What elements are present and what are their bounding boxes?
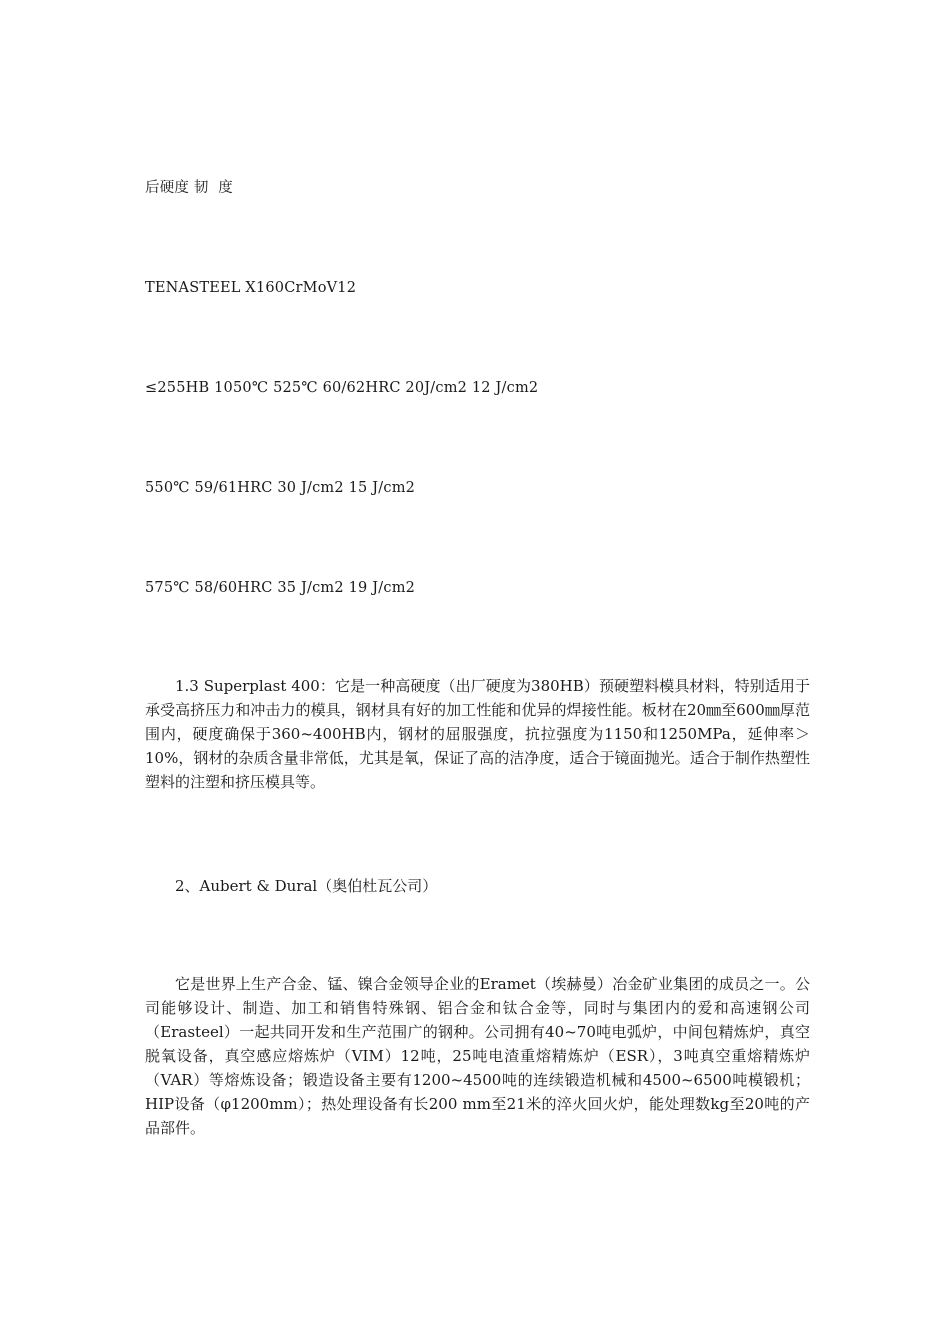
aubert-dural-paragraph: 它是世界上生产合金、锰、镍合金领导企业的Eramet（埃赫曼）冶金矿业集团的成员之一。公司能够设计、制造、加工和销售特殊钢、铝合金和钛合金等，同时与集团内的爱和高速钢公司（Erasteel）一起共同开发和生产范围广的钢种。公司拥有40~70吨电弧炉，中间包精炼炉，真空脱氧设备，真空感应熔炼炉（VIM）12吨，25吨电渣重熔精炼炉（ESR），3吨真空重熔精炼炉（VAR）等熔炼设备；锻造设备主要有1200~4500吨的连续锻造机械和4500~6500吨模锻机；HIP设备（φ1200mm）；热处理设备有长200 mm至21米的淬火回火炉，能处理数kg至20吨的产品部件。	[145, 975, 810, 1137]
table-header-line: 后硬度 韧 度	[145, 180, 233, 196]
steel-grade-line: TENASTEEL X160CrMoV12	[145, 280, 357, 296]
superplast-paragraph: 1.3 Superplast 400：它是一种高硬度（出厂硬度为380HB）预硬塑料模具材料，特别适用于承受高挤压力和冲击力的模具，钢材具有好的加工性能和优异的焊接性能。板材在20㎜至600㎜厚范围内，硬度确保于360~400HB内，钢材的屈服强度，抗拉强度为1150和1250MPa，延伸率＞10%，钢材的杂质含量非常低，尤其是氧，保证了高的洁净度，适合于镜面抛光。适合于制作热塑性塑料的注塑和挤压模具等。	[145, 677, 810, 791]
section-heading-aubert-dural: 2、Aubert & Dural（奥伯杜瓦公司）	[175, 877, 438, 895]
property-line-550: 550℃ 59/61HRC 30 J/cm2 15 J/cm2	[145, 480, 416, 496]
property-line-575: 575℃ 58/60HRC 35 J/cm2 19 J/cm2	[145, 580, 416, 596]
property-line-525: ≤255HB 1050℃ 525℃ 60/62HRC 20J/cm2 12 J/cm2	[145, 380, 539, 396]
